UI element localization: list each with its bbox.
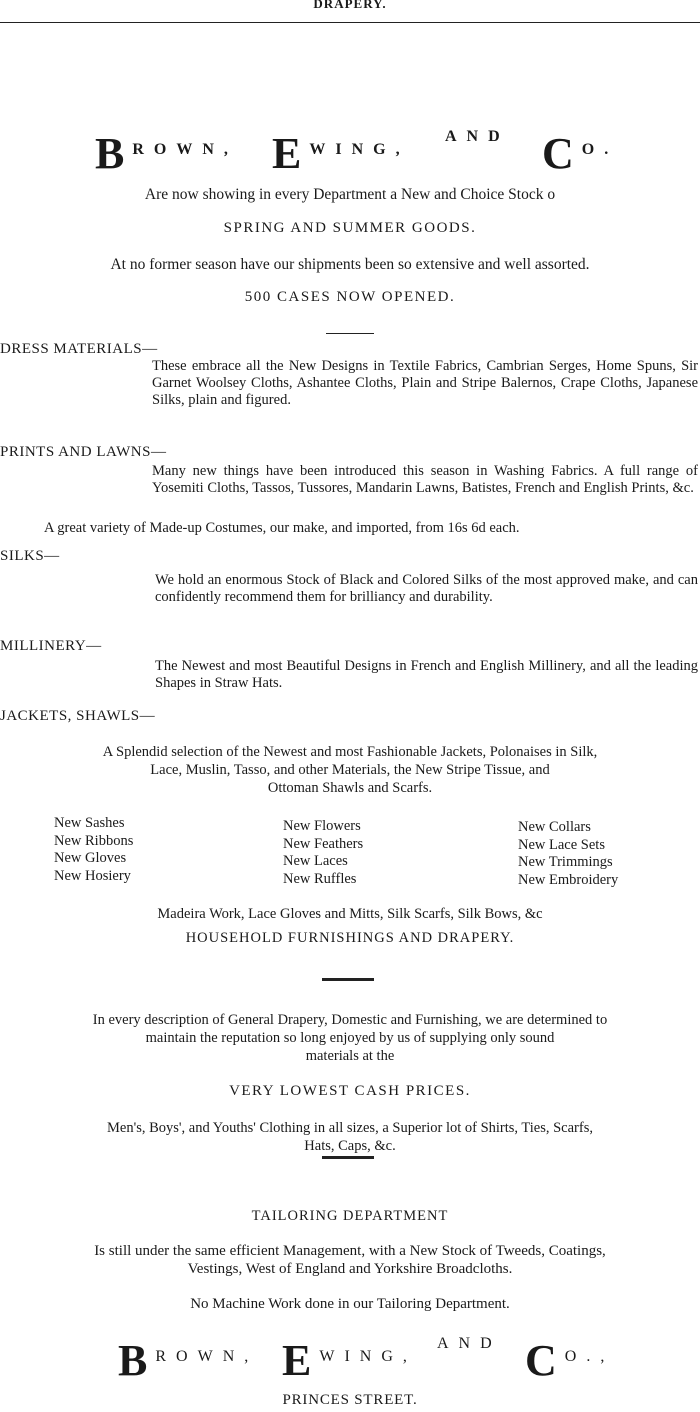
intro-line-4: 500 CASES NOW OPENED. (244, 289, 456, 305)
section-extra-prints: A great variety of Made-up Costumes, our make, and imported, from 16s 6d each. (44, 520, 520, 536)
section-heading-jackets: JACKETS, SHAWLS— (0, 708, 156, 724)
tailoring-heading: TAILORING DEPARTMENT (251, 1208, 449, 1224)
firm-name-bottom: BROWN, (118, 1336, 259, 1385)
list-item: New Gloves (54, 850, 127, 866)
section-body-silks: We hold an enormous Stock of Black and Colored Silks of the most approved make, and can confidently recommend them for brilliancy and durability. (155, 572, 698, 605)
jackets-line-1: A Splendid selection of the Newest and most Fashionable Jackets, Polonaises in Silk, (102, 744, 598, 760)
madeira-line: Madeira Work, Lace Gloves and Mitts, Silk Scarfs, Silk Bows, &c (157, 906, 543, 922)
list-item: New Flowers (283, 818, 361, 834)
intro-line-3: At no former season have our shipments been so extensive and well assorted. (110, 256, 590, 273)
firm-word-and-bottom: AND (437, 1335, 502, 1352)
address-line: PRINCES STREET. (282, 1392, 418, 1408)
section-body-prints: Many new things have been introduced this season in Washing Fabrics. A full range of Yosemiti Cloths, Tassos, Tussores, Mandarin Lawns, Batistes, French and English Prints, &c. (152, 463, 698, 496)
household-heading: HOUSEHOLD FURNISHINGS AND DRAPERY. (185, 930, 515, 946)
general-line-3: materials at the (305, 1048, 395, 1064)
list-item: New Embroidery (518, 871, 619, 888)
firm-word-ewing: EWING, (272, 129, 410, 178)
list-item: New Lace Sets (518, 836, 605, 853)
intro-line-2: SPRING AND SUMMER GOODS. (223, 220, 477, 236)
list-item: New Trimmings (518, 854, 613, 870)
header-rule (0, 22, 700, 23)
clothing-line-1: Men's, Boys', and Youths' Clothing in all sizes, a Superior lot of Shirts, Ties, Scarfs, (107, 1120, 593, 1136)
jackets-line-3: Ottoman Shawls and Scarfs. (267, 780, 433, 796)
tailoring-line-2: Vestings, West of England and Yorkshire Broadcloths. (187, 1261, 513, 1277)
tailoring-line-3: No Machine Work done in our Tailoring Department. (190, 1296, 510, 1312)
firm-name-top (95, 128, 238, 179)
divider-3 (322, 1156, 374, 1159)
list-item: New Laces (283, 853, 348, 869)
list-item: New Hosiery (54, 867, 131, 884)
firm-word-ewing-bottom: EWING, (282, 1336, 417, 1385)
firm-word-co: C O. (542, 129, 619, 178)
tailoring-line-1: Is still under the same efficient Management, with a New Stock of Tweeds, Coatings, (94, 1243, 606, 1259)
firm-word-and: AND (445, 128, 510, 145)
section-heading-dress: DRESS MATERIALS— (0, 341, 158, 357)
prices-line: VERY LOWEST CASH PRICES. (229, 1083, 471, 1099)
general-line-2: maintain the reputation so long enjoyed by us of supplying only sound (145, 1030, 555, 1046)
list-item: New Feathers (283, 835, 364, 852)
section-body-millinery: The Newest and most Beautiful Designs in French and English Millinery, and all the leading Shapes in Straw Hats. (155, 658, 698, 691)
section-body-dress: These embrace all the New Designs in Textile Fabrics, Cambrian Serges, Home Spuns, Sir Garnet Woolsey Cloths, Ashantee Cloths, Plain and Stripe Balernos, Crape Cloths, Japanese Silks, plain and figured. (152, 358, 698, 408)
jackets-line-2: Lace, Muslin, Tasso, and other Materials, the New Stripe Tissue, and (150, 762, 550, 778)
section-heading-millinery: MILLINERY— (0, 638, 102, 654)
list-item: New Sashes (54, 815, 125, 831)
list-column-2 (283, 818, 363, 888)
divider-1 (326, 333, 374, 334)
clothing-line-2: Hats, Caps, &c. (304, 1138, 396, 1154)
list-item: New Collars (518, 819, 591, 835)
general-line-1: In every description of General Drapery, Domestic and Furnishing, we are determined to (92, 1012, 608, 1028)
section-heading-silks: SILKS— (0, 548, 60, 564)
list-column-3 (518, 819, 618, 889)
list-column-1 (54, 815, 133, 885)
firm-word-brown: BROWN, (95, 129, 238, 178)
list-item: New Ruffles (283, 870, 357, 887)
intro-line-1: Are now showing in every Department a New and Choice Stock o (144, 186, 556, 203)
section-heading-prints: PRINTS AND LAWNS— (0, 444, 167, 460)
page-header: DRAPERY. (313, 0, 387, 11)
divider-2 (322, 978, 374, 981)
list-item: New Ribbons (54, 832, 134, 849)
firm-word-co-bottom: C O., (525, 1336, 615, 1385)
